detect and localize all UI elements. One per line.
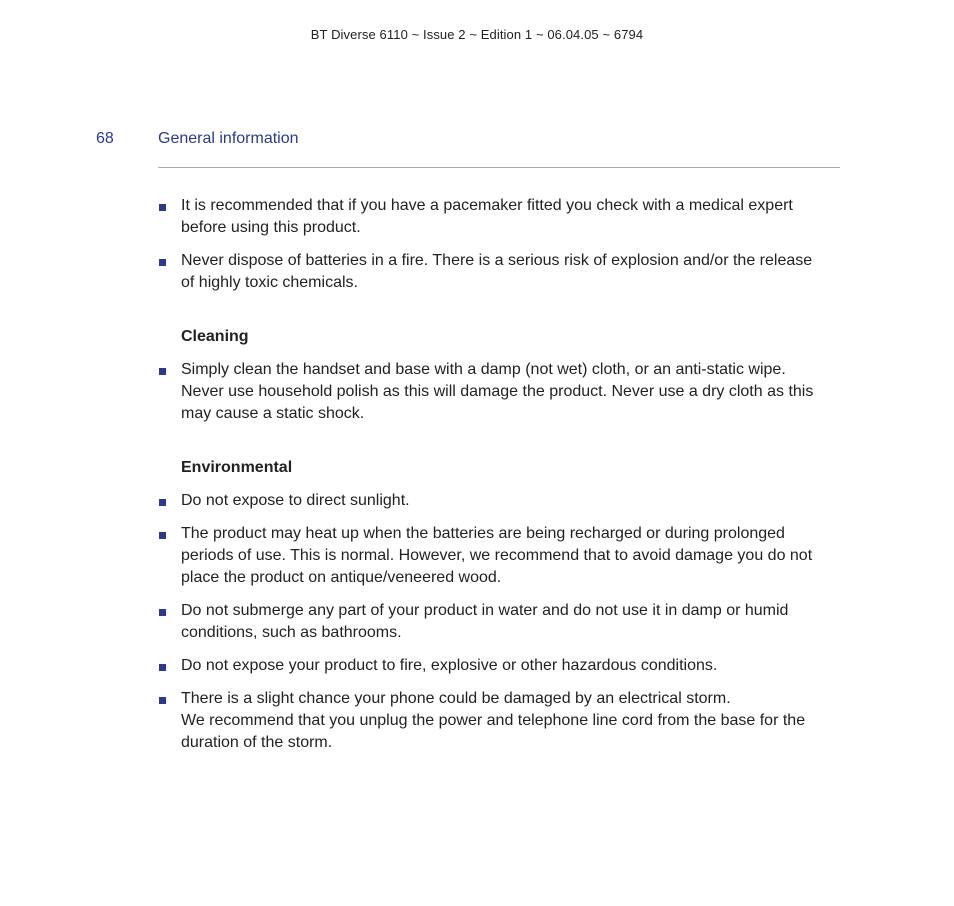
text-line: place the product on antique/veneered wood. [181, 569, 502, 586]
document-header: BT Diverse 6110 ~ Issue 2 ~ Edition 1 ~ 06.04.05 ~ 6794 [310, 27, 644, 42]
cleaning-list [158, 359, 848, 425]
square-bullet-icon [159, 532, 166, 539]
list-item [158, 490, 848, 512]
list-item [158, 523, 848, 589]
square-bullet-icon [159, 609, 166, 616]
text-line: Never dispose of batteries in a fire. There is a serious risk of explosion and/or the release [181, 252, 813, 269]
safety-list [158, 195, 848, 294]
square-bullet-icon [159, 664, 166, 671]
list-item [158, 359, 848, 425]
square-bullet-icon [159, 204, 166, 211]
page-content [158, 195, 848, 765]
list-item [158, 688, 848, 754]
text-line: conditions, such as bathrooms. [181, 624, 402, 641]
list-item [158, 600, 848, 644]
text-line: It is recommended that if you have a pacemaker fitted you check with a medical expert [181, 197, 793, 214]
list-item [158, 655, 848, 677]
text-line: Do not expose to direct sunlight. [181, 492, 410, 509]
square-bullet-icon [159, 697, 166, 704]
text-line: Do not submerge any part of your product in water and do not use it in damp or humid [181, 602, 789, 619]
header-divider [158, 167, 840, 168]
text-line: Simply clean the handset and base with a damp (not wet) cloth, or an anti-static wipe. [181, 361, 786, 378]
text-line: may cause a static shock. [181, 405, 365, 422]
text-line: Never use household polish as this will damage the product. Never use a dry cloth as this [181, 383, 814, 400]
list-item [158, 250, 848, 294]
text-line: The product may heat up when the batteries are being recharged or during prolonged [181, 525, 785, 542]
square-bullet-icon [159, 368, 166, 375]
environmental-heading: Environmental [181, 459, 293, 476]
text-line: of highly toxic chemicals. [181, 274, 358, 291]
text-line: There is a slight chance your phone could be damaged by an electrical storm. [181, 690, 731, 707]
list-item [158, 195, 848, 239]
text-line: duration of the storm. [181, 734, 333, 751]
cleaning-heading: Cleaning [181, 328, 249, 345]
environmental-list [158, 490, 848, 754]
text-line: We recommend that you unplug the power and telephone line cord from the base for the [181, 712, 806, 729]
text-line: before using this product. [181, 219, 361, 236]
square-bullet-icon [159, 499, 166, 506]
square-bullet-icon [159, 259, 166, 266]
text-line: periods of use. This is normal. However, we recommend that to avoid damage you do not [181, 547, 813, 564]
page-number: 68 [96, 130, 114, 147]
section-title: General information [158, 130, 299, 147]
text-line: Do not expose your product to fire, explosive or other hazardous conditions. [181, 657, 718, 674]
